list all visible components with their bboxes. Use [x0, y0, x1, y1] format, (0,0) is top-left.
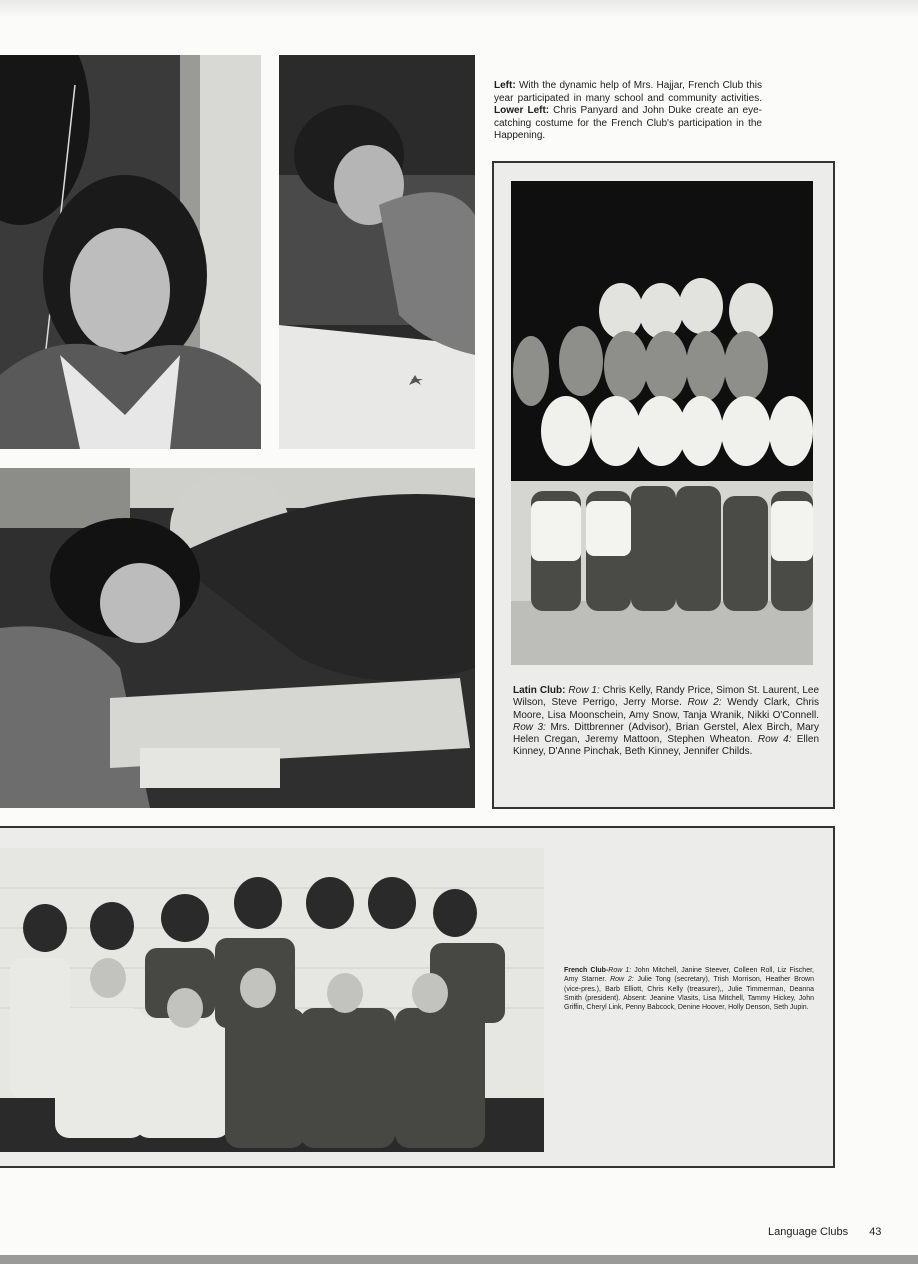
photo-top-right: [279, 55, 475, 449]
latin-row2-label: Row 2:: [687, 697, 722, 709]
photo-top-right-image: [279, 55, 475, 449]
photo-middle-left: [0, 468, 475, 808]
french-row2: Julie Tong (secretary), Trish Morrison, Heather Brown (vice-pres.), Barb Elliott, Chris Kelly (treasurer),, Julie Timmerman, Deanna Smith (president). Absent: Jeanine Vlasits, Lisa Mitchell, Tammy Hickey, John Griffin, Cheryl Link, Penny Babcock, Denine Hoover, Holly Denson, Seth Jupin.: [564, 976, 814, 1012]
latin-club-group-image: [511, 181, 813, 665]
latin-row3: Mrs. Dittbrenner (Advisor), Brian Gerstel, Alex Birch, Mary Helen Cregan, Jeremy Mattoon, Stephen Wheaton.: [513, 721, 819, 746]
photo-french-club: [0, 848, 544, 1152]
photo-middle-left-image: [0, 468, 475, 808]
photo-top-left-image: [0, 55, 261, 449]
photo-latin-club: [511, 181, 813, 665]
latin-club-frame: [492, 161, 835, 809]
latin-row4-label: Row 4:: [757, 734, 792, 746]
caption-top: [494, 80, 762, 143]
page-number: 43: [869, 1226, 882, 1238]
latin-row3-label: Row 3:: [513, 721, 546, 733]
french-row2-label: Row 2:: [610, 976, 634, 984]
french-row1: John Mitchell, Janine Steever, Colleen Roll, Liz Fischer, Amy Starner.: [564, 967, 814, 984]
page-top-edge: [0, 0, 918, 18]
french-club-title: French Club-: [564, 967, 609, 974]
latin-row4: Ellen Kinney, D'Anne Pinchak, Beth Kinney, Jennifer Childs.: [513, 734, 820, 758]
caption-text-lower-left: Chris Panyard and John Duke create an eye-catching costume for the French Club's participation in the Happening.: [494, 105, 762, 141]
latin-row1: Chris Kelly, Randy Price, Simon St. Laurent, Lee Wilson, Steve Perrigo, Jerry Morse.: [513, 685, 820, 709]
latin-club-caption: [513, 685, 819, 759]
latin-club-title: Latin Club:: [513, 685, 566, 696]
latin-row2: Wendy Clark, Chris Moore, Lisa Moonschein, Amy Snow, Tanja Wranik, Nikki O'Connell.: [513, 697, 820, 721]
latin-row1-label: Row 1:: [568, 685, 600, 696]
french-club-group-image: [0, 848, 544, 1152]
caption-label-lower-left: Lower Left:: [494, 105, 550, 116]
caption-text-left: With the dynamic help of Mrs. Hajjar, French Club this year participated in many school and community activities.: [494, 80, 762, 104]
french-club-caption: [564, 966, 814, 1012]
page-bottom-edge: [0, 1255, 918, 1264]
french-club-frame: [0, 826, 835, 1168]
french-row1-label: Row 1:: [608, 967, 632, 974]
caption-label-left: Left:: [494, 80, 516, 91]
footer-section-title: Language Clubs: [768, 1226, 849, 1238]
photo-top-left: [0, 55, 261, 449]
footer: [768, 1226, 881, 1238]
